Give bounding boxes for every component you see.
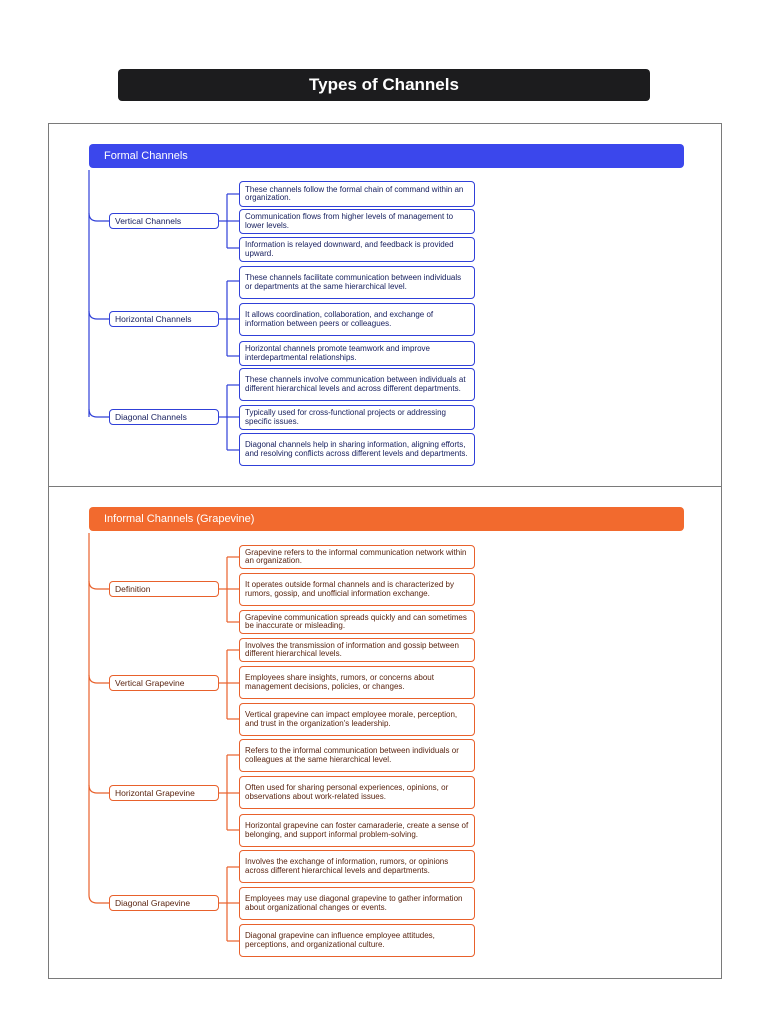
informal-channels-panel [48, 486, 722, 979]
leaf-definition-3: Grapevine communication spreads quickly and can sometimes be inaccurate or misleading. [239, 610, 475, 634]
leaf-vertical-channels-3: Information is relayed downward, and feedback is provided upward. [239, 237, 475, 262]
leaf-horizontal-channels-2: It allows coordination, collaboration, and exchange of information between peers or colleagues. [239, 303, 475, 336]
page-title: Types of Channels [118, 69, 650, 101]
formal-section-header: Formal Channels [89, 144, 684, 168]
leaf-diagonal-channels-2: Typically used for cross-functional projects or addressing specific issues. [239, 405, 475, 430]
leaf-horizontal-channels-1: These channels facilitate communication between individuals or departments at the same hierarchical level. [239, 266, 475, 299]
leaf-vertical-grapevine-2: Employees share insights, rumors, or concerns about management decisions, policies, or changes. [239, 666, 475, 699]
leaf-horizontal-grapevine-3: Horizontal grapevine can foster camaraderie, create a sense of belonging, and support informal problem-solving. [239, 814, 475, 847]
category-horizontal-grapevine: Horizontal Grapevine [109, 785, 219, 801]
category-vertical-grapevine: Vertical Grapevine [109, 675, 219, 691]
leaf-vertical-grapevine-1: Involves the transmission of information and gossip between different hierarchical levels. [239, 638, 475, 662]
leaf-horizontal-channels-3: Horizontal channels promote teamwork and improve interdepartmental relationships. [239, 341, 475, 366]
informal-section-header: Informal Channels (Grapevine) [89, 507, 684, 531]
leaf-vertical-channels-2: Communication flows from higher levels of management to lower levels. [239, 209, 475, 234]
leaf-diagonal-grapevine-1: Involves the exchange of information, rumors, or opinions across different hierarchical levels and departments. [239, 850, 475, 883]
leaf-vertical-channels-1: These channels follow the formal chain of command within an organization. [239, 181, 475, 207]
leaf-diagonal-channels-1: These channels involve communication between individuals at different hierarchical levels and across different departments. [239, 368, 475, 401]
category-diagonal-grapevine: Diagonal Grapevine [109, 895, 219, 911]
leaf-horizontal-grapevine-1: Refers to the informal communication between individuals or colleagues at the same hierarchical level. [239, 739, 475, 772]
leaf-diagonal-grapevine-3: Diagonal grapevine can influence employee attitudes, perceptions, and organizational culture. [239, 924, 475, 957]
category-diagonal-channels: Diagonal Channels [109, 409, 219, 425]
category-definition: Definition [109, 581, 219, 597]
leaf-diagonal-grapevine-2: Employees may use diagonal grapevine to gather information about organizational changes or events. [239, 887, 475, 920]
leaf-definition-1: Grapevine refers to the informal communication network within an organization. [239, 545, 475, 569]
leaf-vertical-grapevine-3: Vertical grapevine can impact employee morale, perception, and trust in the organization's leadership. [239, 703, 475, 736]
category-vertical-channels: Vertical Channels [109, 213, 219, 229]
leaf-definition-2: It operates outside formal channels and is characterized by rumors, gossip, and unofficial information exchange. [239, 573, 475, 606]
leaf-diagonal-channels-3: Diagonal channels help in sharing information, aligning efforts, and resolving conflicts across different levels and departments. [239, 433, 475, 466]
category-horizontal-channels: Horizontal Channels [109, 311, 219, 327]
formal-channels-panel [48, 123, 722, 488]
leaf-horizontal-grapevine-2: Often used for sharing personal experiences, opinions, or observations about work-related issues. [239, 776, 475, 809]
